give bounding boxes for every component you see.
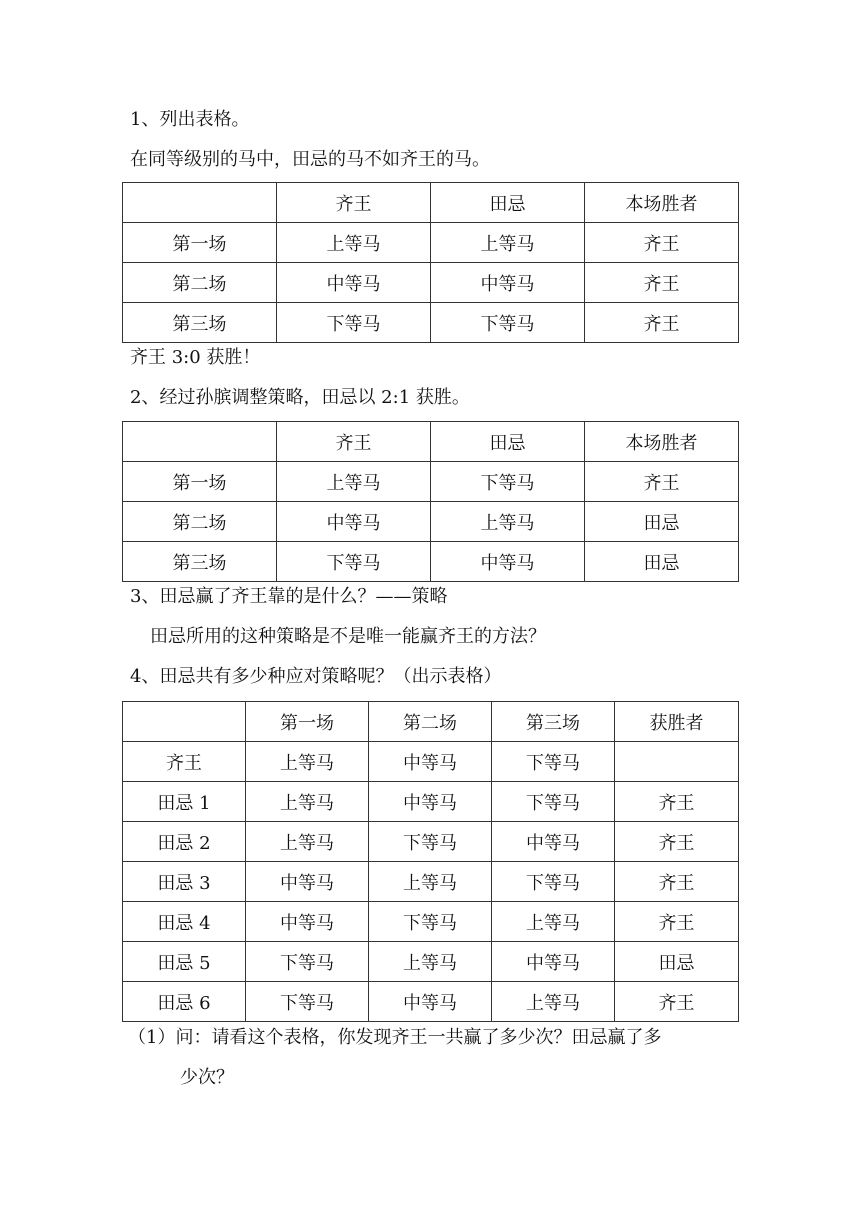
table-cell: 下等马: [246, 942, 369, 982]
table-cell: 中等马: [431, 263, 585, 303]
section3-sub: 田忌所用的这种策略是不是唯一能赢齐王的方法？: [150, 626, 546, 647]
table-cell: 田忌: [615, 942, 739, 982]
table-cell: 上等马: [492, 982, 615, 1022]
table-cell: 中等马: [246, 902, 369, 942]
table-cell: 田忌 4: [123, 902, 246, 942]
table-cell: 上等马: [277, 223, 431, 263]
table-row: [123, 462, 739, 502]
table-cell: 田忌 1: [123, 782, 246, 822]
table-cell: 上等马: [246, 742, 369, 782]
table-cell: 上等马: [431, 502, 585, 542]
table-cell: 下等马: [277, 542, 431, 582]
table-cell: 上等马: [431, 223, 585, 263]
table-cell: 上等马: [246, 782, 369, 822]
table-row: [123, 303, 739, 343]
table-cell: 中等马: [369, 742, 492, 782]
table-cell: 田忌 6: [123, 982, 246, 1022]
table-cell: 本场胜者: [585, 422, 739, 462]
question-line-2: 少次？: [180, 1067, 234, 1088]
table-cell: 齐王: [123, 742, 246, 782]
table-cell: 齐王: [615, 822, 739, 862]
section1-heading: 1、列出表格。: [130, 109, 250, 130]
table-cell: 第二场: [369, 702, 492, 742]
table-cell: 上等马: [369, 862, 492, 902]
table-cell: 齐王: [277, 422, 431, 462]
table-row: [123, 263, 739, 303]
table-cell: 田忌: [431, 183, 585, 223]
section1-result: 齐王 3:0 获胜！: [130, 347, 261, 368]
table-cell: 田忌: [431, 422, 585, 462]
table-cell: 齐王: [615, 782, 739, 822]
section1-note: 在同等级别的马中，田忌的马不如齐王的马。: [130, 149, 490, 170]
table-cell: 齐王: [615, 982, 739, 1022]
table-cell: 田忌 3: [123, 862, 246, 902]
table-cell: 上等马: [369, 942, 492, 982]
table-cell: 中等马: [369, 782, 492, 822]
table-cell: [123, 183, 277, 223]
table-cell: 中等马: [369, 982, 492, 1022]
table-cell: 上等马: [246, 822, 369, 862]
table-cell: 齐王: [585, 462, 739, 502]
table-cell: 下等马: [369, 822, 492, 862]
table-cell: 下等马: [492, 782, 615, 822]
table-cell: 第三场: [123, 303, 277, 343]
table-cell: 齐王: [585, 223, 739, 263]
table-cell: 本场胜者: [585, 183, 739, 223]
table-cell: [123, 422, 277, 462]
table-cell: 第二场: [123, 263, 277, 303]
table-row: [123, 822, 739, 862]
table-cell: 齐王: [615, 902, 739, 942]
table-cell: 田忌: [585, 542, 739, 582]
table-row: [123, 982, 739, 1022]
table-row: [123, 502, 739, 542]
table-cell: 上等马: [492, 902, 615, 942]
table-cell: [123, 702, 246, 742]
section2-heading: 2、经过孙膑调整策略，田忌以 2:1 获胜。: [130, 387, 470, 408]
table-row: [123, 902, 739, 942]
table-cell: 第一场: [246, 702, 369, 742]
table-row: [123, 223, 739, 263]
table-row: [123, 862, 739, 902]
table-cell: 下等马: [369, 902, 492, 942]
table-row: [123, 742, 739, 782]
section3-heading: 3、田忌赢了齐王靠的是什么？——策略: [130, 586, 448, 607]
table-first-competition: [122, 182, 739, 343]
table-row: [123, 942, 739, 982]
question-line-1: （1）问：请看这个表格，你发现齐王一共赢了多少次？田忌赢了多: [128, 1027, 662, 1048]
table-cell: 下等马: [492, 742, 615, 782]
table-header-row: [123, 702, 739, 742]
table-cell: 田忌 2: [123, 822, 246, 862]
table-cell: 下等马: [277, 303, 431, 343]
table-cell: 田忌: [585, 502, 739, 542]
table-cell: 田忌 5: [123, 942, 246, 982]
table-cell: 第三场: [492, 702, 615, 742]
table-row: [123, 782, 739, 822]
table-cell: 第三场: [123, 542, 277, 582]
section4-heading: 4、田忌共有多少种应对策略呢？（出示表格）: [130, 666, 502, 687]
table-cell: 中等马: [277, 502, 431, 542]
table-cell: 下等马: [431, 303, 585, 343]
table-header-row: [123, 183, 739, 223]
table-cell: 中等马: [431, 542, 585, 582]
table-second-competition: [122, 421, 739, 582]
table-header-row: [123, 422, 739, 462]
table-cell: 齐王: [277, 183, 431, 223]
table-cell: 下等马: [246, 982, 369, 1022]
table-cell: 上等马: [277, 462, 431, 502]
table-cell: 第一场: [123, 223, 277, 263]
table-cell: 中等马: [277, 263, 431, 303]
table-cell: 下等马: [431, 462, 585, 502]
table-cell: 中等马: [492, 822, 615, 862]
table-cell: 齐王: [585, 263, 739, 303]
table-cell: 中等马: [246, 862, 369, 902]
table-cell: 中等马: [492, 942, 615, 982]
table-cell: 获胜者: [615, 702, 739, 742]
table-cell: 第一场: [123, 462, 277, 502]
table-row: [123, 542, 739, 582]
table-cell: 齐王: [615, 862, 739, 902]
table-cell: 齐王: [585, 303, 739, 343]
table-cell: [615, 742, 739, 782]
table-cell: 第二场: [123, 502, 277, 542]
table-all-strategies: [122, 701, 739, 1022]
table-cell: 下等马: [492, 862, 615, 902]
